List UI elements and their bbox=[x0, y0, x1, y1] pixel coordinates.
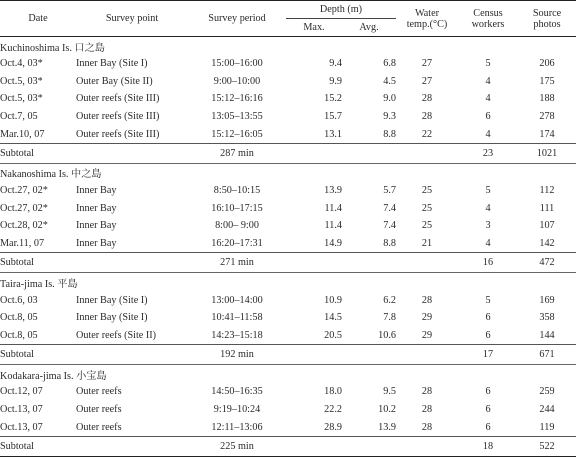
cell-depth-max: 13.9 bbox=[324, 185, 342, 197]
header-depth-max: Max. bbox=[286, 19, 342, 37]
cell-census-workers: 4 bbox=[485, 93, 491, 105]
island-heading bbox=[0, 37, 576, 56]
subtotal-spacer bbox=[286, 253, 458, 273]
table-body bbox=[0, 37, 576, 457]
subtotal-row bbox=[0, 143, 576, 163]
island-name-en: Nakanoshima Is. bbox=[0, 169, 69, 181]
island-heading-row bbox=[0, 365, 576, 384]
subtotal-spacer bbox=[286, 436, 458, 456]
cell-depth-max: 11.4 bbox=[324, 220, 342, 232]
cell-survey-period: 12:11–13:06 bbox=[211, 421, 263, 433]
island-heading-row bbox=[0, 273, 576, 292]
cell-census-workers: 5 bbox=[485, 185, 491, 197]
subtotal-row bbox=[0, 253, 576, 273]
table-row bbox=[0, 73, 576, 91]
header-census-workers bbox=[458, 1, 518, 37]
subtotal-spacer bbox=[286, 143, 458, 163]
subtotal-row bbox=[0, 436, 576, 456]
cell-depth-avg: 5.7 bbox=[383, 185, 396, 197]
cell-date: Mar.11, 07 bbox=[0, 238, 45, 250]
cell-water-temp: 28 bbox=[421, 294, 433, 306]
table-row bbox=[0, 418, 576, 436]
cell-survey-period: 16:20–17:31 bbox=[211, 238, 263, 250]
cell-water-temp: 25 bbox=[421, 185, 433, 197]
subtotal-minutes: 287 min bbox=[188, 143, 286, 163]
cell-depth-avg: 13.9 bbox=[378, 421, 396, 433]
cell-survey-point: Outer reefs bbox=[76, 421, 122, 433]
cell-source-photos: 278 bbox=[539, 111, 555, 123]
table-row bbox=[0, 90, 576, 108]
subtotal-photos: 1021 bbox=[518, 143, 576, 163]
cell-water-temp: 25 bbox=[421, 202, 433, 214]
header-water-line2: temp.(°C) bbox=[406, 18, 448, 30]
island-heading bbox=[0, 273, 576, 292]
header-depth-avg: Avg. bbox=[342, 19, 396, 37]
cell-depth-avg: 8.8 bbox=[383, 238, 396, 250]
header-source-line1: Source bbox=[532, 7, 562, 19]
cell-depth-avg: 10.2 bbox=[378, 404, 396, 416]
table-row bbox=[0, 55, 576, 73]
cell-source-photos: 111 bbox=[539, 202, 555, 214]
cell-water-temp: 29 bbox=[421, 312, 433, 324]
cell-source-photos: 206 bbox=[539, 58, 555, 70]
cell-survey-point: Outer Bay (Site II) bbox=[76, 75, 153, 87]
cell-date: Oct.8, 05 bbox=[0, 329, 38, 341]
cell-depth-avg: 7.4 bbox=[383, 220, 396, 232]
cell-source-photos: 119 bbox=[539, 421, 555, 433]
subtotal-minutes: 271 min bbox=[188, 253, 286, 273]
cell-survey-period: 8:50–10:15 bbox=[213, 185, 261, 197]
cell-depth-max: 10.9 bbox=[324, 294, 342, 306]
cell-census-workers: 4 bbox=[485, 202, 491, 214]
cell-date: Oct.4, 03* bbox=[0, 58, 43, 70]
cell-depth-avg: 9.3 bbox=[383, 111, 396, 123]
cell-census-workers: 6 bbox=[485, 111, 491, 123]
cell-source-photos: 112 bbox=[539, 185, 555, 197]
cell-depth-max: 9.4 bbox=[329, 58, 342, 70]
cell-depth-max: 22.2 bbox=[324, 404, 342, 416]
cell-depth-avg: 10.6 bbox=[378, 329, 396, 341]
header-water-temp bbox=[396, 1, 458, 37]
cell-water-temp: 28 bbox=[421, 404, 433, 416]
cell-date: Oct.28, 02* bbox=[0, 220, 48, 232]
cell-depth-max: 14.9 bbox=[324, 238, 342, 250]
cell-census-workers: 6 bbox=[485, 329, 491, 341]
cell-water-temp: 29 bbox=[421, 329, 433, 341]
cell-depth-max: 13.1 bbox=[324, 128, 342, 140]
cell-water-temp: 28 bbox=[421, 93, 433, 105]
table-row bbox=[0, 200, 576, 218]
cell-water-temp: 28 bbox=[421, 421, 433, 433]
header-survey-period: Survey period bbox=[188, 1, 286, 37]
table-row bbox=[0, 235, 576, 253]
island-heading bbox=[0, 365, 576, 384]
cell-water-temp: 22 bbox=[421, 128, 433, 140]
island-name-jp: 小宝島 bbox=[76, 370, 107, 382]
cell-census-workers: 4 bbox=[485, 128, 491, 140]
cell-date: Oct.27, 02* bbox=[0, 185, 48, 197]
cell-depth-max: 20.5 bbox=[324, 329, 342, 341]
cell-census-workers: 5 bbox=[485, 58, 491, 70]
header-source-photos bbox=[518, 1, 576, 37]
island-name-jp: 中之島 bbox=[71, 169, 102, 181]
subtotal-census: 17 bbox=[458, 345, 518, 365]
header-depth: Depth (m) bbox=[286, 1, 396, 19]
cell-depth-max: 9.9 bbox=[329, 75, 342, 87]
subtotal-minutes: 192 min bbox=[188, 345, 286, 365]
cell-survey-point: Outer reefs (Site II) bbox=[76, 329, 157, 341]
cell-survey-point: Inner Bay bbox=[76, 238, 117, 250]
cell-depth-max: 14.5 bbox=[324, 312, 342, 324]
cell-date: Oct.5, 03* bbox=[0, 75, 43, 87]
island-heading-row bbox=[0, 163, 576, 182]
island-name-jp: 平島 bbox=[57, 278, 78, 290]
cell-source-photos: 174 bbox=[539, 128, 555, 140]
cell-census-workers: 5 bbox=[485, 294, 491, 306]
cell-water-temp: 21 bbox=[421, 238, 433, 250]
cell-depth-avg: 8.8 bbox=[383, 128, 396, 140]
subtotal-label: Subtotal bbox=[0, 345, 188, 365]
island-name-en: Kuchinoshima Is. bbox=[0, 42, 72, 54]
subtotal-label: Subtotal bbox=[0, 253, 188, 273]
cell-survey-period: 16:10–17:15 bbox=[211, 202, 263, 214]
cell-survey-point: Outer reefs bbox=[76, 404, 122, 416]
subtotal-photos: 522 bbox=[518, 436, 576, 456]
cell-source-photos: 358 bbox=[539, 312, 555, 324]
cell-survey-point: Inner Bay (Site I) bbox=[76, 294, 148, 306]
table-row bbox=[0, 401, 576, 419]
cell-date: Oct.12, 07 bbox=[0, 386, 43, 398]
cell-source-photos: 188 bbox=[539, 93, 555, 105]
cell-depth-max: 11.4 bbox=[324, 202, 342, 214]
cell-census-workers: 6 bbox=[485, 421, 491, 433]
cell-survey-point: Outer reefs (Site III) bbox=[76, 111, 160, 123]
cell-date: Oct.7, 05 bbox=[0, 111, 38, 123]
cell-survey-period: 9:19–10:24 bbox=[213, 404, 261, 416]
cell-depth-max: 28.9 bbox=[324, 421, 342, 433]
table-row bbox=[0, 182, 576, 200]
cell-water-temp: 27 bbox=[421, 75, 433, 87]
cell-survey-period: 15:00–16:00 bbox=[211, 58, 263, 70]
cell-survey-point: Inner Bay bbox=[76, 202, 117, 214]
cell-census-workers: 4 bbox=[485, 75, 491, 87]
cell-survey-period: 15:12–16:16 bbox=[211, 93, 263, 105]
cell-source-photos: 144 bbox=[539, 329, 555, 341]
header-date: Date bbox=[0, 1, 76, 37]
cell-date: Oct.13, 07 bbox=[0, 421, 43, 433]
cell-survey-point: Inner Bay (Site I) bbox=[76, 58, 148, 70]
cell-survey-period: 14:23–15:18 bbox=[211, 329, 263, 341]
cell-survey-period: 13:00–14:00 bbox=[211, 294, 263, 306]
cell-source-photos: 244 bbox=[539, 404, 555, 416]
island-heading bbox=[0, 163, 576, 182]
cell-census-workers: 6 bbox=[485, 312, 491, 324]
cell-census-workers: 6 bbox=[485, 404, 491, 416]
cell-date: Oct.6, 03 bbox=[0, 294, 38, 306]
cell-water-temp: 25 bbox=[421, 220, 433, 232]
header-census-line1: Census bbox=[473, 7, 503, 19]
cell-census-workers: 3 bbox=[485, 220, 491, 232]
cell-census-workers: 6 bbox=[485, 386, 491, 398]
cell-date: Oct.5, 03* bbox=[0, 93, 43, 105]
cell-depth-avg: 9.5 bbox=[383, 386, 396, 398]
cell-water-temp: 28 bbox=[421, 386, 433, 398]
cell-depth-avg: 6.2 bbox=[383, 294, 396, 306]
table-row bbox=[0, 217, 576, 235]
table-row bbox=[0, 383, 576, 401]
cell-survey-point: Inner Bay (Site I) bbox=[76, 312, 148, 324]
cell-date: Oct.8, 05 bbox=[0, 312, 38, 324]
island-heading-row bbox=[0, 37, 576, 56]
cell-date: Mar.10, 07 bbox=[0, 128, 45, 140]
island-name-en: Kodakara-jima Is. bbox=[0, 370, 74, 382]
cell-date: Oct.27, 02* bbox=[0, 202, 48, 214]
cell-survey-point: Inner Bay bbox=[76, 185, 117, 197]
table-row bbox=[0, 309, 576, 327]
subtotal-label: Subtotal bbox=[0, 436, 188, 456]
cell-water-temp: 27 bbox=[421, 58, 433, 70]
cell-survey-point: Outer reefs bbox=[76, 386, 122, 398]
cell-depth-avg: 7.4 bbox=[383, 202, 396, 214]
subtotal-spacer bbox=[286, 345, 458, 365]
cell-depth-avg: 4.5 bbox=[383, 75, 396, 87]
subtotal-minutes: 225 min bbox=[188, 436, 286, 456]
cell-survey-period: 14:50–16:35 bbox=[211, 386, 263, 398]
cell-survey-period: 8:00– 9:00 bbox=[215, 220, 259, 232]
island-name-en: Taira-jima Is. bbox=[0, 278, 55, 290]
cell-depth-avg: 9.0 bbox=[383, 93, 396, 105]
cell-survey-point: Outer reefs (Site III) bbox=[76, 128, 160, 140]
cell-depth-max: 15.7 bbox=[324, 111, 342, 123]
cell-survey-period: 9:00–10:00 bbox=[213, 75, 261, 87]
table-header bbox=[0, 1, 576, 37]
cell-survey-point: Outer reefs (Site III) bbox=[76, 93, 160, 105]
cell-survey-point: Inner Bay bbox=[76, 220, 117, 232]
header-water-line1: Water bbox=[414, 7, 440, 19]
cell-source-photos: 259 bbox=[539, 386, 555, 398]
cell-date: Oct.13, 07 bbox=[0, 404, 43, 416]
subtotal-label: Subtotal bbox=[0, 143, 188, 163]
cell-water-temp: 28 bbox=[421, 111, 433, 123]
table-row bbox=[0, 108, 576, 126]
subtotal-census: 16 bbox=[458, 253, 518, 273]
cell-survey-period: 10:41–11:58 bbox=[211, 312, 263, 324]
table-row bbox=[0, 125, 576, 143]
island-name-jp: 口之島 bbox=[74, 42, 105, 54]
subtotal-photos: 671 bbox=[518, 345, 576, 365]
cell-census-workers: 4 bbox=[485, 238, 491, 250]
table-row bbox=[0, 291, 576, 309]
cell-depth-max: 18.0 bbox=[324, 386, 342, 398]
header-survey-point: Survey point bbox=[76, 1, 188, 37]
cell-source-photos: 169 bbox=[539, 294, 555, 306]
subtotal-row bbox=[0, 345, 576, 365]
cell-depth-max: 15.2 bbox=[324, 93, 342, 105]
subtotal-census: 18 bbox=[458, 436, 518, 456]
cell-source-photos: 175 bbox=[539, 75, 555, 87]
cell-source-photos: 142 bbox=[539, 238, 555, 250]
cell-survey-period: 13:05–13:55 bbox=[211, 111, 263, 123]
cell-depth-avg: 7.8 bbox=[383, 312, 396, 324]
cell-survey-period: 15:12–16:05 bbox=[211, 128, 263, 140]
subtotal-photos: 472 bbox=[518, 253, 576, 273]
header-census-line2: workers bbox=[471, 18, 505, 30]
table-row bbox=[0, 327, 576, 345]
cell-depth-avg: 6.8 bbox=[383, 58, 396, 70]
cell-source-photos: 107 bbox=[539, 220, 555, 232]
subtotal-census: 23 bbox=[458, 143, 518, 163]
header-source-line2: photos bbox=[533, 18, 561, 30]
